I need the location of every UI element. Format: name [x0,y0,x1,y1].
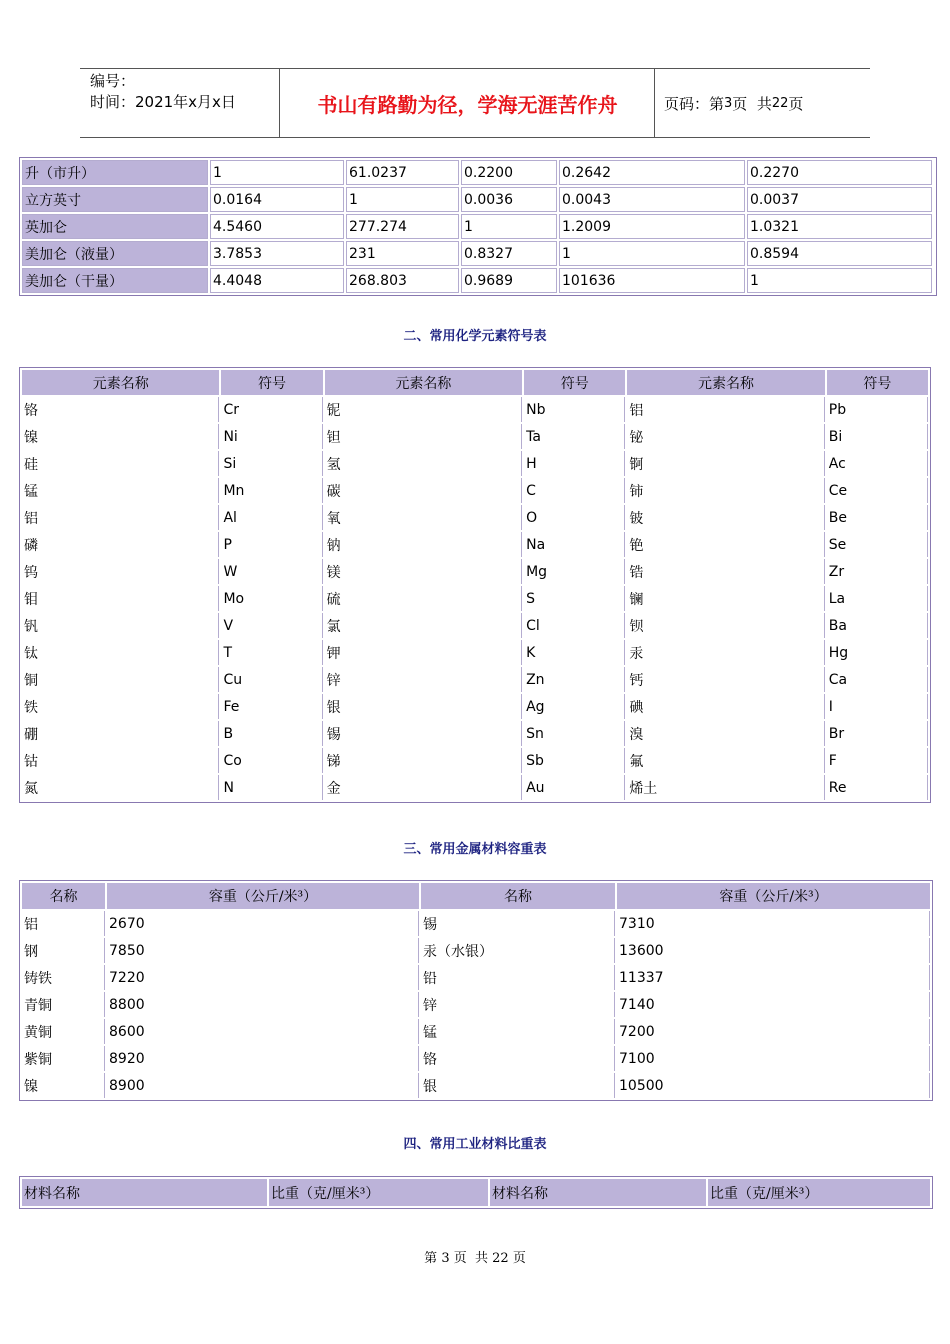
column-header: 元素名称 [325,370,522,395]
table-cell: 101636 [559,268,745,293]
element-name: 氢 [325,451,522,476]
table-row [22,1073,930,1098]
column-header: 符号 [827,370,928,395]
table-cell: 1 [461,214,557,239]
element-name: 铯 [627,532,824,557]
material-name: 钢 [22,938,105,963]
table-cell: 0.2200 [461,160,557,185]
density-value: 7850 [107,938,419,963]
element-symbol: Ce [827,478,928,503]
element-name: 镁 [325,559,522,584]
element-name: 钠 [325,532,522,557]
footer-suffix: 页 [512,1251,526,1266]
element-symbol: Ac [827,451,928,476]
element-name: 钴 [22,748,219,773]
element-name: 烯土 [627,775,824,800]
header-info-cell [80,69,280,137]
table-row [22,241,934,266]
element-name: 氟 [627,748,824,773]
elements-section-title: 二、常用化学元素符号表 [403,329,547,344]
element-symbol: Sn [524,721,625,746]
material-name: 汞（水银） [421,938,615,963]
page-total: 22 [771,95,789,111]
table-cell: 0.2642 [559,160,745,185]
table-row [22,748,928,773]
element-name: 锰 [22,478,219,503]
element-name: 铝 [22,505,219,530]
element-symbol: Sb [524,748,625,773]
table-cell: 1.2009 [559,214,745,239]
element-symbol: Ni [221,424,322,449]
element-symbol: Mg [524,559,625,584]
element-name: 镧 [627,586,824,611]
table-cell: 268.803 [346,268,459,293]
element-symbol: Ca [827,667,928,692]
element-name: 钛 [22,640,219,665]
element-symbol: T [221,640,322,665]
column-header: 名称 [22,883,105,909]
material-name: 银 [421,1073,615,1098]
industrial-gravity-table [19,1176,933,1209]
element-symbol: Al [221,505,322,530]
material-name: 锰 [421,1019,615,1044]
element-symbol: Hg [827,640,928,665]
table-row [22,424,928,449]
element-symbol: Br [827,721,928,746]
time-label: 时间：2021年x月x日 [90,93,236,111]
footer-prefix: 第 [424,1251,438,1266]
material-name: 镍 [22,1073,105,1098]
table-row [22,478,928,503]
column-header: 比重（克/厘米³） [269,1179,488,1206]
material-name: 锡 [421,911,615,936]
element-name: 氧 [325,505,522,530]
table-row [22,911,930,936]
density-value: 8900 [107,1073,419,1098]
element-symbol: W [221,559,322,584]
column-header: 符号 [221,370,322,395]
element-symbol: Ba [827,613,928,638]
element-symbol: V [221,613,322,638]
density-value: 8920 [107,1046,419,1071]
table-cell: 1 [747,268,932,293]
table-cell: 0.0043 [559,187,745,212]
element-name: 汞 [627,640,824,665]
table-cell: 1.0321 [747,214,932,239]
motto: 书山有路勤为径，学海无涯苦作舟 [281,69,655,137]
element-symbols-table [19,367,931,803]
element-symbol: I [827,694,928,719]
element-name: 硼 [22,721,219,746]
table-row [22,532,928,557]
table-row [22,268,934,293]
element-name: 钼 [22,586,219,611]
table-cell: 4.4048 [210,268,344,293]
element-name: 铬 [22,397,219,422]
element-name: 磷 [22,532,219,557]
element-symbol: P [221,532,322,557]
table-cell: 3.7853 [210,241,344,266]
table-cell: 231 [346,241,459,266]
element-symbol: Cr [221,397,322,422]
element-symbol: Ta [524,424,625,449]
column-header: 符号 [524,370,625,395]
element-symbol: O [524,505,625,530]
element-symbol: S [524,586,625,611]
material-name: 铸铁 [22,965,105,990]
table-row [22,640,928,665]
table-row [22,187,934,212]
element-name: 氯 [325,613,522,638]
table-row [22,160,934,185]
element-name: 钽 [325,424,522,449]
element-symbol: Mn [221,478,322,503]
table-cell: 0.0037 [747,187,932,212]
density-value: 11337 [617,965,930,990]
page-suffix: 页 [788,94,804,113]
table-row [22,586,928,611]
table-cell: 61.0237 [346,160,459,185]
page-indicator [655,69,870,137]
table-row [22,214,934,239]
element-name: 金 [325,775,522,800]
element-symbol: Cu [221,667,322,692]
column-header: 名称 [421,883,615,909]
volume-conversion-table [19,157,937,296]
element-name: 铝 [627,397,824,422]
column-header: 材料名称 [490,1179,706,1206]
table-cell: 0.8594 [747,241,932,266]
density-value: 7200 [617,1019,930,1044]
element-name: 铈 [627,478,824,503]
column-header: 材料名称 [22,1179,267,1206]
row-label: 升（市升） [22,160,208,185]
row-label: 立方英寸 [22,187,208,212]
density-value: 8600 [107,1019,419,1044]
element-name: 锌 [325,667,522,692]
element-symbol: H [524,451,625,476]
element-symbol: C [524,478,625,503]
table-row [22,694,928,719]
element-symbol: Ag [524,694,625,719]
element-name: 铍 [627,505,824,530]
density-value: 7100 [617,1046,930,1071]
table-row [22,505,928,530]
footer-total-pages: 22 [492,1251,509,1266]
table-cell: 0.0164 [210,187,344,212]
row-label: 英加仑 [22,214,208,239]
material-name: 青铜 [22,992,105,1017]
column-header: 容重（公斤/米³） [107,883,419,909]
element-symbol: Bi [827,424,928,449]
footer-current-page: 3 [441,1251,450,1266]
element-name: 溴 [627,721,824,746]
footer-mid: 页 共 [453,1251,488,1266]
element-name: 锡 [325,721,522,746]
density-value: 7220 [107,965,419,990]
density-value: 2670 [107,911,419,936]
element-symbol: Zn [524,667,625,692]
table-row [22,397,928,422]
element-name: 锕 [627,451,824,476]
density-value: 13600 [617,938,930,963]
table-row [22,1046,930,1071]
page-footer [0,1247,950,1266]
column-header: 容重（公斤/米³） [617,883,930,909]
metal-density-table [19,880,933,1101]
table-row [22,775,928,800]
element-symbol: Re [827,775,928,800]
density-value: 8800 [107,992,419,1017]
table-cell: 1 [346,187,459,212]
table-cell: 0.2270 [747,160,932,185]
material-name: 铬 [421,1046,615,1071]
table-row [22,613,928,638]
material-name: 紫铜 [22,1046,105,1071]
material-name: 铅 [421,965,615,990]
column-header: 比重（克/厘米³） [708,1179,930,1206]
element-name: 钨 [22,559,219,584]
element-symbol: Au [524,775,625,800]
page-mid: 页 共 [732,94,772,113]
element-symbol: La [827,586,928,611]
element-name: 碘 [627,694,824,719]
element-symbol: Be [827,505,928,530]
table-cell: 1 [210,160,344,185]
element-symbol: Cl [524,613,625,638]
element-symbol: Co [221,748,322,773]
table-row [22,1019,930,1044]
row-label: 美加仑（液量） [22,241,208,266]
element-name: 铁 [22,694,219,719]
element-symbol: K [524,640,625,665]
element-symbol: Si [221,451,322,476]
material-name: 锌 [421,992,615,1017]
page-current: 3 [724,95,733,111]
element-name: 钙 [627,667,824,692]
element-name: 镍 [22,424,219,449]
element-name: 钒 [22,613,219,638]
element-name: 铋 [627,424,824,449]
element-symbol: Mo [221,586,322,611]
density-value: 7140 [617,992,930,1017]
element-symbol: B [221,721,322,746]
table-cell: 0.0036 [461,187,557,212]
element-symbol: Fe [221,694,322,719]
table-row [22,451,928,476]
table-cell: 0.9689 [461,268,557,293]
element-symbol: F [827,748,928,773]
element-name: 硅 [22,451,219,476]
industrial-section-title: 四、常用工业材料比重表 [403,1137,547,1152]
element-name: 碳 [325,478,522,503]
table-cell: 0.8327 [461,241,557,266]
density-value: 10500 [617,1073,930,1098]
element-name: 氮 [22,775,219,800]
element-name: 锆 [627,559,824,584]
element-name: 铌 [325,397,522,422]
density-value: 7310 [617,911,930,936]
element-symbol: Se [827,532,928,557]
document-header [80,68,870,138]
element-name: 锑 [325,748,522,773]
column-header: 元素名称 [22,370,219,395]
table-row [22,559,928,584]
page-prefix: 页码：第 [664,94,725,113]
metals-section-title: 三、常用金属材料容重表 [403,842,547,857]
table-row [22,992,930,1017]
table-cell: 4.5460 [210,214,344,239]
element-name: 钾 [325,640,522,665]
table-row [22,721,928,746]
table-cell: 1 [559,241,745,266]
element-symbol: Pb [827,397,928,422]
element-symbol: Zr [827,559,928,584]
element-symbol: Nb [524,397,625,422]
material-name: 铝 [22,911,105,936]
table-row [22,938,930,963]
element-name: 钡 [627,613,824,638]
element-name: 铜 [22,667,219,692]
table-row [22,965,930,990]
element-symbol: Na [524,532,625,557]
element-name: 硫 [325,586,522,611]
row-label: 美加仑（干量） [22,268,208,293]
table-row [22,667,928,692]
element-name: 银 [325,694,522,719]
column-header: 元素名称 [627,370,824,395]
number-label: 编号： [90,72,136,90]
element-symbol: N [221,775,322,800]
material-name: 黄铜 [22,1019,105,1044]
table-cell: 277.274 [346,214,459,239]
